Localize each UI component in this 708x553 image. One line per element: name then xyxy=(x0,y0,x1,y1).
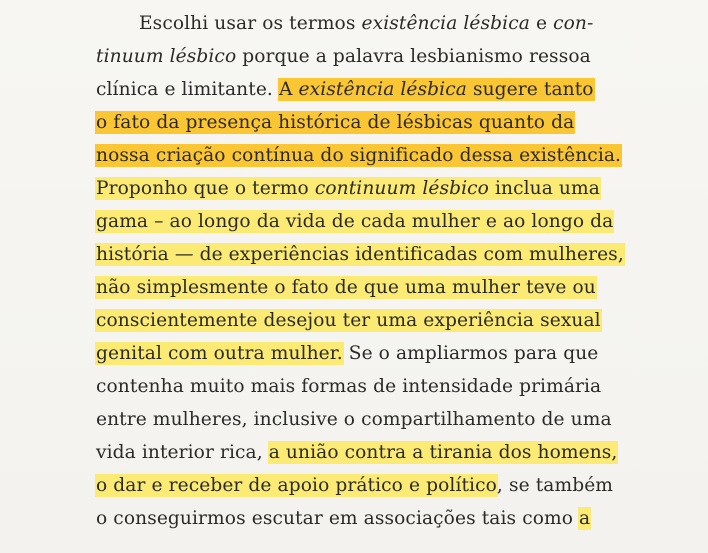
text-segment: clínica e limitante. xyxy=(96,79,279,100)
highlighted-text-segment: não simplesmente o fato de que uma mulher teve ou xyxy=(96,277,596,298)
highlighted-text-segment: a xyxy=(579,508,591,529)
text-segment: entre mulheres, inclusive o compartilhamento de uma xyxy=(96,409,612,430)
text-line xyxy=(96,403,616,436)
text-line xyxy=(96,304,616,337)
text-segment: con- xyxy=(553,13,594,34)
highlighted-text-segment: história — de experiências identificadas com mulheres, xyxy=(96,244,624,265)
highlighted-text-segment: o dar e receber de apoio prático e político xyxy=(96,475,497,496)
highlighted-text-segment: genital com outra mulher. xyxy=(96,343,343,364)
highlighted-text-segment: inclua uma xyxy=(488,178,600,199)
highlighted-text-segment: continuum lésbico xyxy=(314,178,489,199)
highlighted-text-segment: sugere tanto xyxy=(466,79,594,100)
highlighted-text-segment: nossa criação contínua do significado dessa existência. xyxy=(96,145,622,166)
text-line xyxy=(96,73,616,106)
text-line xyxy=(96,238,624,271)
highlighted-text-segment: Proponho que o termo xyxy=(96,178,315,199)
highlighted-text-segment: A xyxy=(278,79,299,100)
highlighted-text-segment: existência lésbica xyxy=(298,79,467,100)
text-segment: , se também xyxy=(496,475,614,496)
text-segment: existência lésbica xyxy=(361,13,530,34)
text-segment: tinuum lésbico xyxy=(96,46,237,67)
text-line xyxy=(96,106,616,139)
text-line xyxy=(96,271,616,304)
highlighted-text-segment: conscientemente desejou ter uma experiência sexual xyxy=(96,310,601,331)
text-line xyxy=(96,172,616,205)
text-segment: porque a palavra lesbianismo ressoa xyxy=(236,46,591,67)
highlighted-text-segment: a união contra a tirania dos homens, xyxy=(268,442,618,463)
highlighted-text-segment: o fato da presença histórica de lésbicas quanto da xyxy=(96,112,575,133)
text-line xyxy=(96,337,616,370)
text-line xyxy=(96,370,616,403)
text-line xyxy=(96,139,622,172)
text-segment: contenha muito mais formas de intensidade primária xyxy=(96,376,602,397)
text-segment: Escolhi usar os termos xyxy=(139,13,362,34)
paragraph xyxy=(96,7,624,535)
text-segment: o conseguirmos escutar em associações tais como xyxy=(96,508,580,529)
text-line xyxy=(96,205,616,238)
text-segment: vida interior rica, xyxy=(96,442,269,463)
text-segment: e xyxy=(529,13,554,34)
text-segment: Se o ampliarmos para que xyxy=(342,343,599,364)
text-line xyxy=(96,469,616,502)
text-line xyxy=(96,7,616,40)
text-line xyxy=(96,502,616,535)
text-line xyxy=(96,436,616,469)
text-line xyxy=(96,40,616,73)
highlighted-text-segment: gama – ao longo da vida de cada mulher e ao longo da xyxy=(96,211,614,232)
